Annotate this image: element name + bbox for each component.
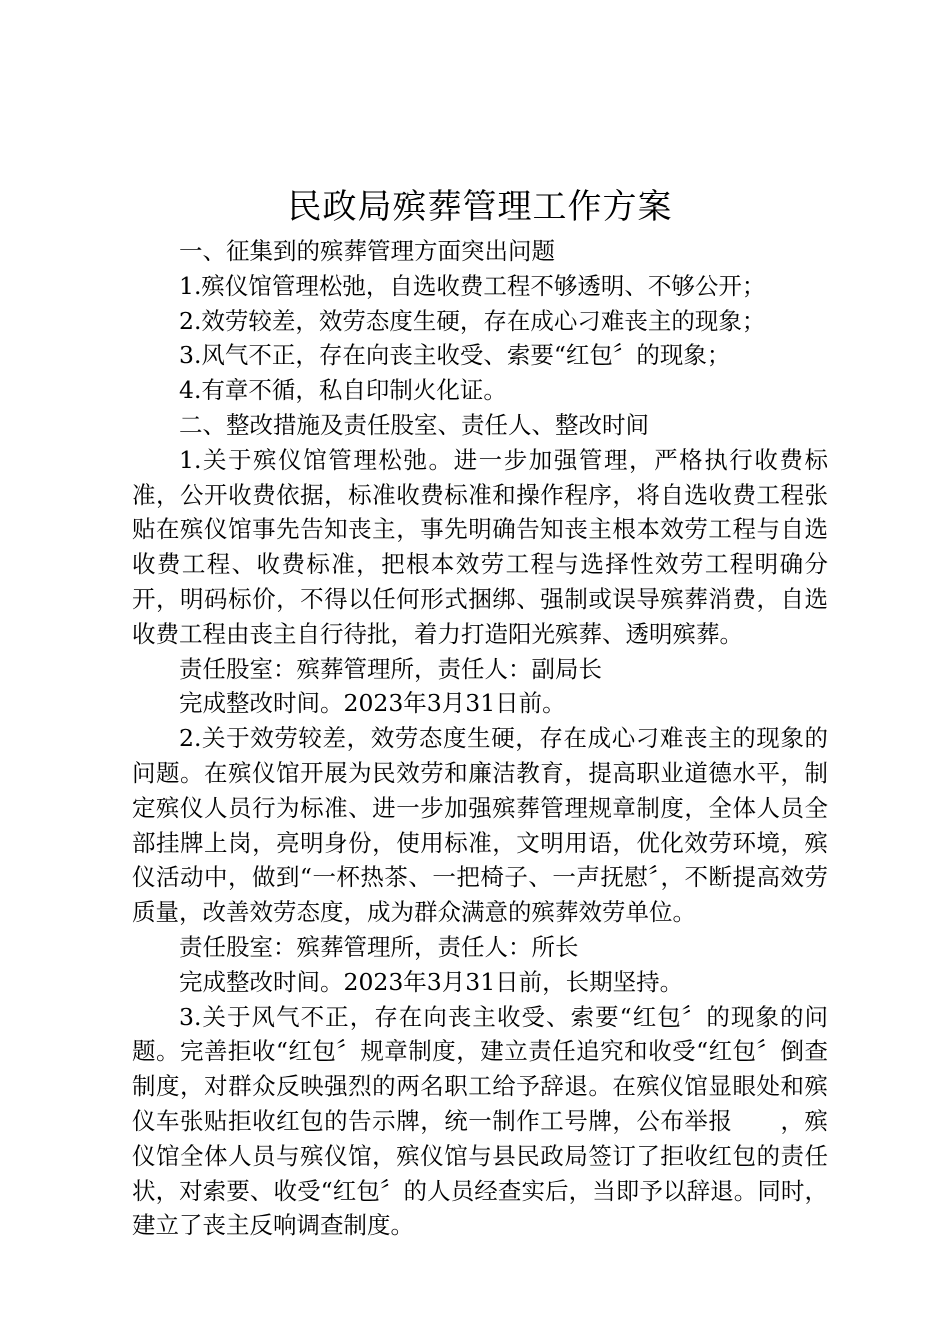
- measure-2-deadline: 完成整改时间。2023年3月31日前，长期坚持。: [179, 967, 684, 996]
- measure-1-responsible: 责任股室：殡葬管理所，责任人：副局长: [179, 654, 602, 683]
- measure-2-responsible: 责任股室：殡葬管理所，责任人：所长: [179, 932, 579, 961]
- problem-item-1: 1.殡仪馆管理松弛，自选收费工程不够透明、不够公开；: [179, 271, 766, 300]
- measure-3-body: 3.关于风气不正，存在向丧主收受、索要“红包〞的现象的问题。完善拒收“红包〞规章制度，建立责任追究和收受“红包〞倒查制度，对群众反映强烈的两名职工给予辞退。在殡仪馆显眼处和殡仪车张贴拒收红包的告示牌，统一制作工号牌，公布举报 ，殡仪馆全体人员与殡仪馆，殡仪馆与县民政局签订了拒收红包的责任状，对索要、收受“红包〞的人员经查实后，当即予以辞退。同时，建立了丧主反响调查制度。: [132, 1002, 828, 1240]
- measure-2-body: 2.关于效劳较差，效劳态度生硬，存在成心刁难丧主的现象的问题。在殡仪馆开展为民效劳和廉洁教育，提高职业道德水平，制定殡仪人员行为标准、进一步加强殡葬管理规章制度，全体人员全部挂牌上岗，亮明身份，使用标准，文明用语，优化效劳环境，殡仪活动中，做到“一杯热茶、一把椅子、一声抚慰〞，不断提高效劳质量，改善效劳态度，成为群众满意的殡葬效劳单位。: [132, 724, 828, 927]
- document-page: [132, 180, 828, 1243]
- measure-1-deadline: 完成整改时间。2023年3月31日前。: [179, 689, 566, 718]
- measure-1-body: 1.关于殡仪馆管理松弛。进一步加强管理，严格执行收费标准，公开收费依据，标准收费标准和操作程序，将自选收费工程张贴在殡仪馆事先告知丧主，事先明确告知丧主根本效劳工程与自选收费工程、收费标准，把根本效劳工程与选择性效劳工程明确分开，明码标价，不得以任何形式捆绑、强制或误导殡葬消费，自选收费工程由丧主自行待批，着力打造阳光殡葬、透明殡葬。: [132, 445, 828, 648]
- document-title: 民政局殡葬管理工作方案: [287, 187, 673, 227]
- problem-item-3: 3.风气不正，存在向丧主收受、索要“红包〞的现象；: [179, 341, 731, 370]
- problem-item-2: 2.效劳较差，效劳态度生硬，存在成心刁难丧主的现象；: [179, 306, 766, 335]
- section-heading-problems: 一、征集到的殡葬管理方面突出问题: [179, 237, 555, 265]
- problem-item-4: 4.有章不循，私自印制火化证。: [179, 376, 507, 405]
- section-heading-measures: 二、整改措施及责任股室、责任人、整改时间: [179, 410, 649, 439]
